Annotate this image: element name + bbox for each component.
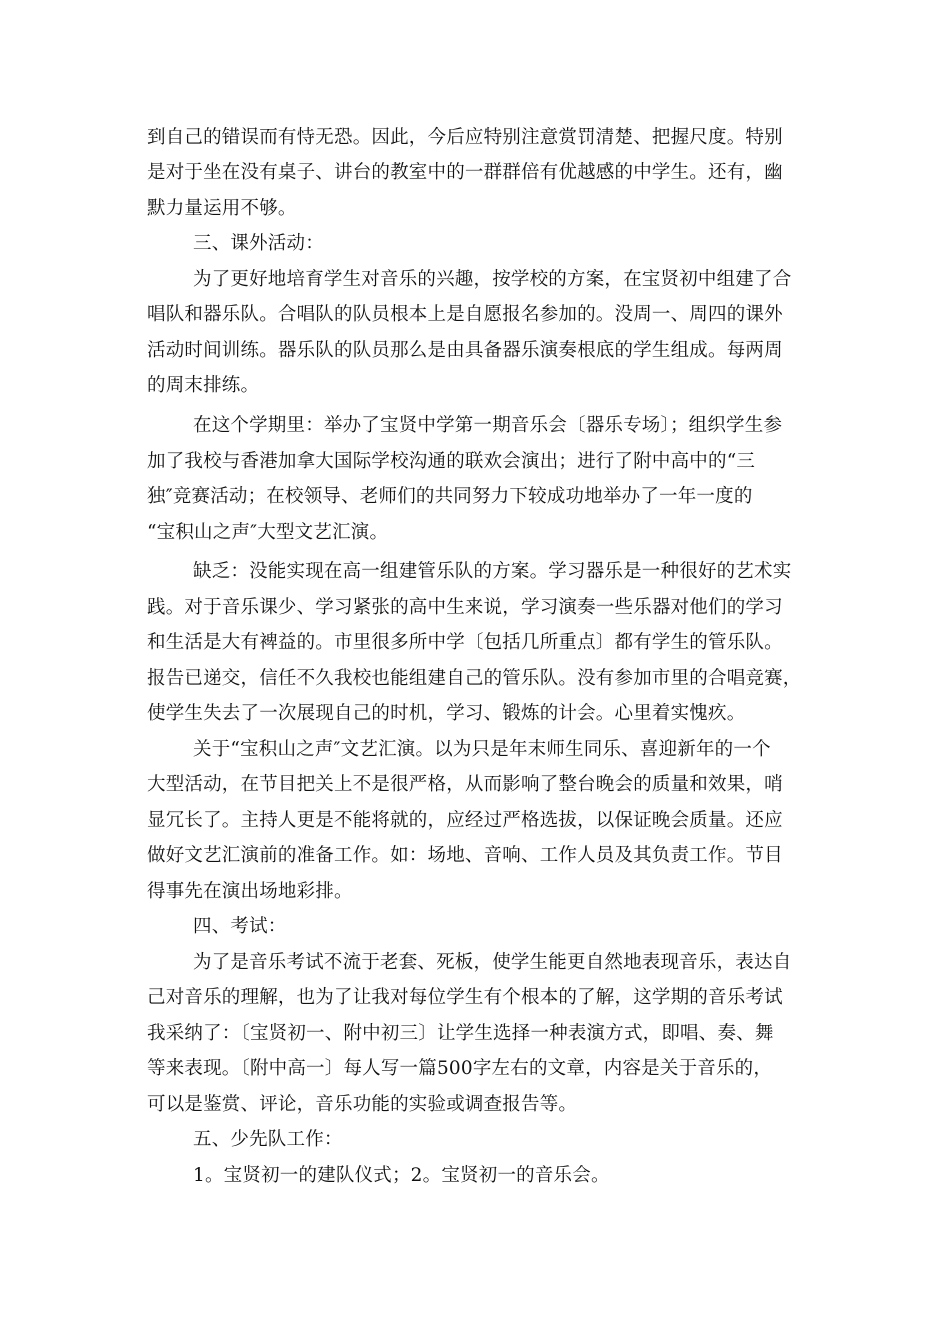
section-heading: 三、课外活动： [193,233,324,254]
text-line: 到自己的错误而有恃无恐。因此，今后应特别注意赏罚清楚、把握尺度。特别 [147,127,783,148]
section-heading: 五、少先队工作： [193,1129,343,1150]
text-line: “宝积山之声″大型文艺汇演。 [147,522,389,543]
text-line: 可以是鉴赏、评论，音乐功能的实验或调查报告等。 [147,1094,578,1115]
text-line: 默力量运用不够。 [147,198,297,219]
text-line: 加了我校与香港加拿大国际学校沟通的联欢会演出；进行了附中高中的“三 [147,451,756,472]
text-line: 大型活动，在节目把关上不是很严格，从而影响了整台晚会的质量和效果，哨 [147,774,783,795]
text-line: 己对音乐的理解，也为了让我对每位学生有个根本的了解，这学期的音乐考试 [147,987,783,1008]
text-line: 是对于坐在没有桌子、讲台的教室中的一群群倍有优越感的中学生。还有，幽 [147,162,783,183]
text-line: 1。宝贤初一的建队仪式；2。宝贤初一的音乐会。 [193,1165,610,1186]
text-line: 为了是音乐考试不流于老套、死板，使学生能更自然地表现音乐，表达自 [193,952,792,973]
text-line: 报告已递交，信任不久我校也能组建自己的管乐队。没有参加市里的合唱竞赛， [147,668,802,689]
text-line: 的周末排练。 [147,375,260,396]
text-line: 关于“宝积山之声″文艺汇演。以为只是年末师生同乐、喜迎新年的一个 [193,739,771,760]
text-line: 独″竞赛活动；在校领导、老师们的共同努力下较成功地举办了一年一度的 [147,486,753,507]
text-line: 做好文艺汇演前的准备工作。如：场地、音响、工作人员及其负责工作。节目 [147,845,783,866]
text-line: 唱队和器乐队。合唱队的队员根本上是自愿报名参加的。没周一、周四的课外 [147,304,783,325]
text-line: 等来表现。〔附中高一〕每人写一篇500字左右的文章，内容是关于音乐的， [147,1058,773,1079]
text-line: 和生活是大有裨益的。市里很多所中学〔包括几所重点〕都有学生的管乐队。 [147,632,783,653]
text-line: 践。对于音乐课少、学习紧张的高中生来说，学习演奏一些乐器对他们的学习 [147,597,783,618]
text-line: 使学生失去了一次展现自己的时机，学习、锻炼的计会。心里着实愧疚。 [147,703,746,724]
text-line: 为了更好地培育学生对音乐的兴趣，按学校的方案，在宝贤初中组建了合 [193,269,792,290]
text-line: 缺乏：没能实现在高一组建管乐队的方案。学习器乐是一种很好的艺术实 [193,561,792,582]
text-line: 得事先在演出场地彩排。 [147,881,353,902]
section-heading: 四、考试： [193,916,287,937]
text-line: 显冗长了。主持人更是不能将就的，应经过严格选拔，以保证晚会质量。还应 [147,810,783,831]
text-line: 活动时间训练。器乐队的队员那么是由具备器乐演奏根底的学生组成。每两周 [147,340,783,361]
text-line: 在这个学期里：举办了宝贤中学第一期音乐会〔器乐专场〕；组织学生参 [193,415,783,436]
text-line: 我采纳了：〔宝贤初一、附中初三〕让学生选择一种表演方式，即唱、奏、舞 [147,1023,774,1044]
